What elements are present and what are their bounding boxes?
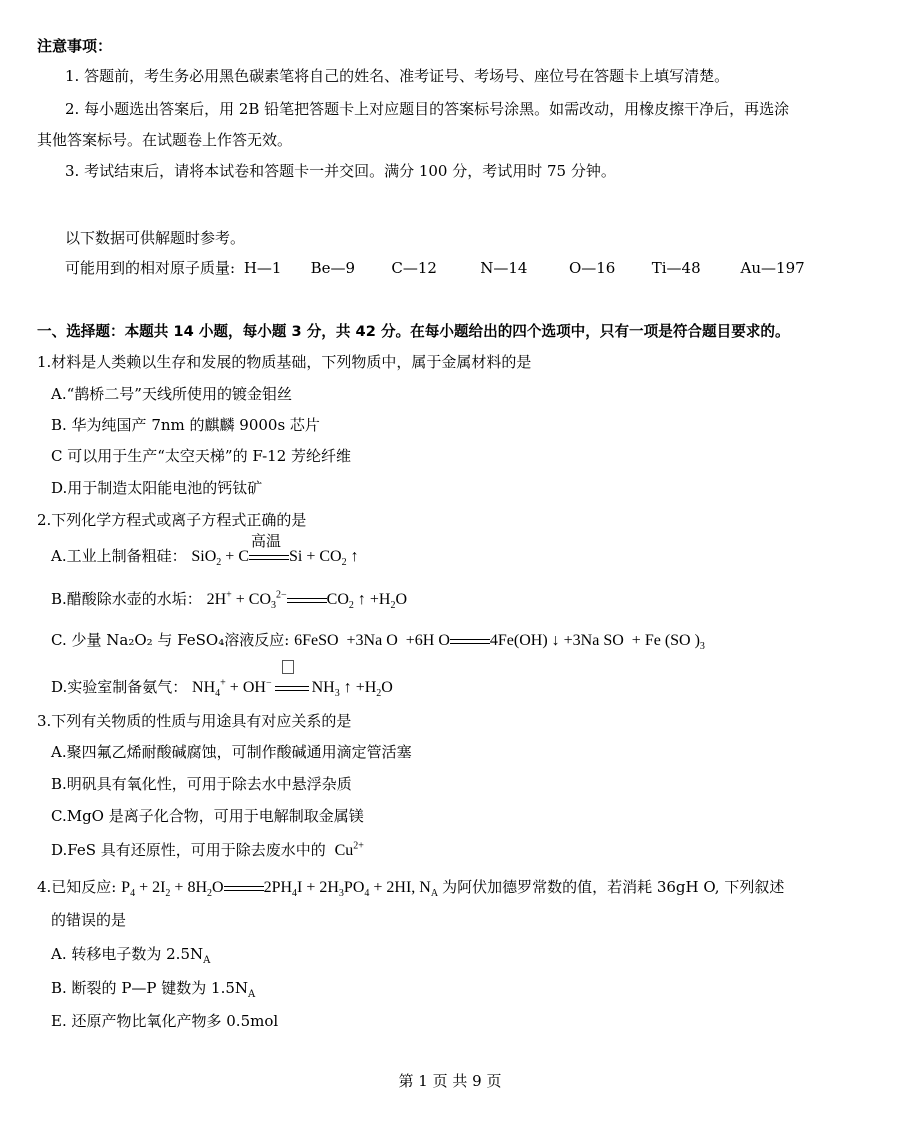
q3-option-b: B.明矾具有氧化性，可用于除去水中悬浮杂质 [51,775,352,793]
q1-option-c: C 可以用于生产“太空天梯”的 F-12 芳纶纤维 [51,447,352,465]
mass-n: N—14 [480,259,528,277]
q2-option-c [51,630,705,651]
section-heading: 一、选择题：本题共 14 小题，每小题 3 分，共 42 分。在每小题给出的四个选项中，只有一项是符合题目要求的。 [37,323,790,340]
q2-b-equation: $2H^+ + CO_3^{2-}$ $CO_2$ ↑ $+H_2O$ [206,589,408,612]
q2-option-d [51,677,393,698]
reference-masses [65,258,805,278]
q1-option-b: B. 华为纯国产 7nm 的麒麟 9000s 芯片 [51,416,320,434]
notice-item-2: 2. 每小题选出答案后，用 2B 铅笔把答题卡上对应题目的答案标号涂黑。如需改动，用橡皮擦干净后，再选涂 [65,100,790,118]
notice-item-2-cont: 其他答案标号。在试题卷上作答无效。 [37,131,293,149]
mass-o: O—16 [568,259,616,277]
q2-d-label: D.实验室制备氨气： [51,678,188,696]
q3-option-a: A.聚四氟乙烯耐酸碱腐蚀，可制作酸碱通用滴定管活塞 [51,743,412,761]
q3-option-d [51,840,364,861]
q1-option-a: A.“鹊桥二号”天线所使用的镀金钼丝 [51,385,292,403]
q2-d-equation: $NH_4^+ + OH^-$ $NH_3$ ↑ $+H_2O$ [192,679,393,696]
q1-option-d: D.用于制造太阳能电池的钙钛矿 [51,479,263,497]
q4-option-e: E. 还原产物比氧化产物多 0.5mol [51,1012,279,1030]
q4-option-b-text: B. 断裂的 P—P 键数为 1.5N [51,979,249,997]
q4-option-a: A. 转移电子数为 $2.5N_A$ [51,945,211,966]
q2-a-label: A.工业上制备粗硅： [51,547,187,565]
q4-option-b: B. 断裂的 P—P 键数为 $1.5N_A$ [51,979,256,1000]
q2-option-a [51,534,359,569]
missing-glyph-icon [282,660,294,674]
q2-c-equation: 6FeSO +3Na O +6H O 4Fe(OH) ↓ +3Na SO + Fe (SO )$_3$ [294,632,705,653]
q3-stem: 3.下列有关物质的性质与用途具有对应关系的是 [37,712,352,730]
mass-h: H—1 [243,259,282,277]
mass-be: Be—9 [310,259,356,277]
q2-option-b [51,589,407,610]
q4-stem-suffix: 为阿伏加德罗常数的值，若消耗 36gH O, 下列叙述 [442,878,785,896]
reference-label: 可能用到的相对原子质量: [65,259,236,277]
mass-ti: Ti—48 [651,259,701,277]
q1-stem: 1.材料是人类赖以生存和发展的物质基础，下列物质中，属于金属材料的是 [37,353,532,371]
mass-au: Au—197 [740,259,805,277]
q3-option-c: C.MgO 是离子化合物，可用于电解制取金属镁 [51,807,364,825]
q2-a-equation: SiO$_2$ + C 高温 $Si + CO_2$ ↑ [191,534,359,569]
notice-title: 注意事项： [37,37,113,55]
q3-d-text: D.FeS 具有还原性，可用于除去废水中的 [51,841,326,859]
mass-c: C—12 [391,259,437,277]
page-footer: 第 1 页 共 9 页 [398,1072,502,1090]
notice-item-3: 3. 考试结束后，请将本试卷和答题卡一并交回。满分 100 分，考试用时 75 分钟。 [65,162,616,180]
q4-stem-prefix: 4.已知反应: [37,878,117,896]
q4-stem-line2: 的错误的是 [51,911,127,929]
q2-a-condition: 高温 [251,534,282,550]
reference-intro: 以下数据可供解题时参考。 [65,229,246,247]
notice-item-1: 1. 答题前，考生务必用黑色碳素笔将自己的姓名、准考证号、考场号、座位号在答题卡上填写清楚。 [65,67,730,85]
q2-b-label: B.醋酸除水壶的水垢： [51,590,202,608]
q4-equation: $P_4 + 2I_2 + 8H_2O$ $2PH_4I + 2H_3PO_4 + 2HI$, $N_A$ [121,879,439,900]
q4-option-a-text: A. 转移电子数为 2.5N [51,945,204,963]
q2-c-label: C. 少量 Na₂O₂ 与 FeSO₄溶液反应: [51,631,290,649]
q3-d-formula: $Cu^{2+}$ [330,840,364,859]
q4-stem [37,877,784,898]
q2-stem: 2.下列化学方程式或离子方程式正确的是 [37,511,307,529]
